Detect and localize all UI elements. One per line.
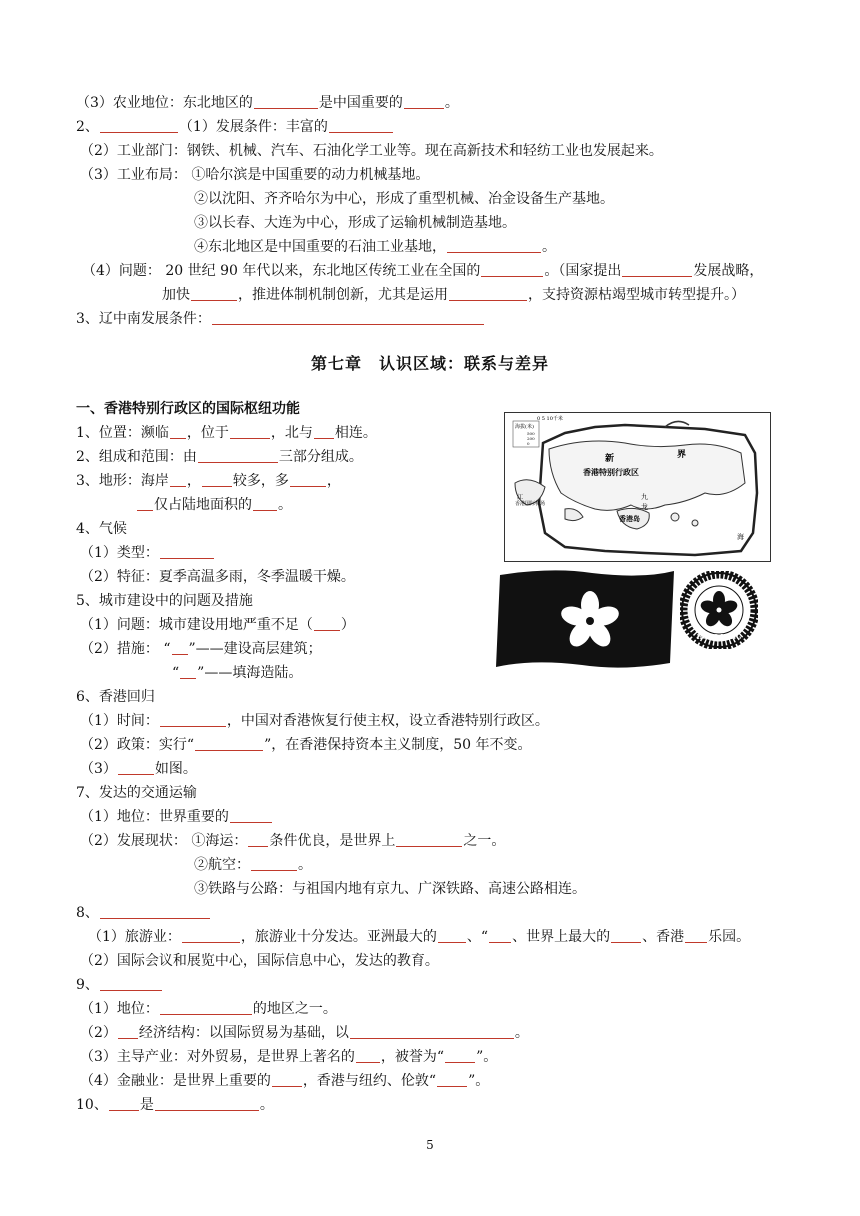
blank[interactable]	[172, 640, 188, 655]
item-5-city: 5、城市建设中的问题及措施	[76, 593, 253, 609]
map-label: 海	[737, 533, 744, 541]
emblem-text: HONG KONG	[696, 634, 742, 641]
legend-value: 0	[527, 441, 530, 446]
city-measure-2: “ ”——填海造陆。	[172, 665, 303, 681]
flag-graphic	[492, 567, 678, 671]
blank[interactable]	[272, 1072, 302, 1087]
transport-status: （1）地位：世界重要的	[80, 808, 273, 826]
blank[interactable]	[109, 1096, 139, 1111]
problem-line-2: 加快 ，推进体制机制创新，尤其是运用 ，支持资源枯竭型城市转型提升。）	[162, 287, 745, 303]
blank[interactable]	[314, 616, 340, 631]
item-3-line: 3、辽中南发展条件：	[76, 310, 485, 328]
blank[interactable]	[447, 238, 541, 253]
blank[interactable]	[254, 94, 318, 109]
blank[interactable]	[396, 832, 462, 847]
blank[interactable]	[350, 1024, 514, 1039]
layout-point-3: ③以长春、大连为中心，形成了运输机械制造基地。	[194, 215, 516, 231]
map-label: 香港岛	[619, 514, 640, 523]
industry-layout-line: （3）工业布局： ①哈尔滨是中国重要的动力机械基地。	[80, 167, 430, 183]
problem-line: （4）问题： 20 世纪 90 年代以来，东北地区传统工业在全国的 。（国家提出 发展战略，	[82, 263, 764, 279]
item-2-composition: 2、组成和范围：由 三部分组成。	[76, 449, 363, 465]
blank[interactable]	[489, 928, 511, 943]
map-label: 江	[517, 494, 524, 501]
blank[interactable]	[160, 544, 214, 559]
blank[interactable]	[155, 1096, 259, 1111]
transport-rail: ③铁路与公路：与祖国内地有京九、广深铁路、高速公路相连。	[194, 881, 586, 897]
transport-sea: （2）发展现状： ①海运： 条件优良，是世界上 之一。	[80, 833, 506, 849]
map-scale: 0 5 10千米	[537, 416, 563, 422]
blank[interactable]	[290, 472, 326, 487]
legend-value: 500	[527, 431, 535, 436]
climate-type: （1）类型：	[80, 544, 215, 562]
item-10: 10、 是 。	[76, 1097, 274, 1113]
hong-kong-map-graphic	[505, 413, 770, 561]
blank[interactable]	[198, 448, 278, 463]
blank[interactable]	[445, 1048, 475, 1063]
blank[interactable]	[481, 262, 543, 277]
blank[interactable]	[180, 664, 196, 679]
climate-feature: （2）特征：夏季高温多雨，冬季温暖干燥。	[80, 569, 355, 585]
blank[interactable]	[314, 424, 334, 439]
blank[interactable]	[118, 1024, 138, 1039]
item-2-line: 2、 （1）发展条件：丰富的	[76, 118, 394, 136]
map-label: 界	[677, 450, 687, 460]
blank[interactable]	[611, 928, 641, 943]
blank[interactable]	[160, 712, 226, 727]
economy-finance: （4）金融业：是世界上重要的 ，香港与纽约、伦敦“ ”。	[80, 1073, 490, 1089]
blank[interactable]	[404, 94, 444, 109]
hong-kong-emblem	[680, 571, 758, 649]
blank[interactable]	[100, 976, 162, 991]
city-measure-1: （2）措施： “ ”——建设高层建筑；	[80, 641, 322, 657]
economy-status: （1）地位： 的地区之一。	[80, 1001, 337, 1017]
item-1-position: 1、位置：濒临 ，位于 ，北与 相连。	[76, 425, 377, 441]
map-title: 香港特别行政区	[583, 467, 639, 477]
chapter-title: 第七章 认识区域：联系与差异	[310, 354, 549, 373]
hong-kong-flag	[492, 567, 678, 671]
legend-title: 海拔(米)	[515, 424, 534, 430]
blank[interactable]	[170, 472, 186, 487]
blank[interactable]	[438, 928, 466, 943]
industry-sectors-line: （2）工业部门：钢铁、机械、汽车、石油化学工业等。现在高新技术和轻纺工业也发展起来。	[80, 143, 663, 159]
blank[interactable]	[100, 904, 210, 919]
blank[interactable]	[685, 928, 707, 943]
blank[interactable]	[118, 760, 154, 775]
layout-point-4: ④东北地区是中国重要的石油工业基地， 。	[194, 239, 556, 255]
item-8: 8、	[76, 904, 211, 922]
return-policy: （2）政策：实行“ ”，在香港保持资本主义制度，50 年不变。	[80, 737, 532, 753]
legend-value: 200	[527, 436, 535, 441]
item-4-climate: 4、气候	[76, 521, 127, 537]
blank[interactable]	[195, 736, 263, 751]
blank[interactable]	[100, 118, 178, 133]
conference-line: （2）国际会议和展览中心，国际信息中心，发达的教育。	[80, 953, 439, 969]
item-3-terrain-2: 仅占陆地面积的 。	[136, 496, 292, 514]
page-number: 5	[426, 1138, 434, 1152]
blank[interactable]	[449, 286, 527, 301]
blank[interactable]	[202, 472, 232, 487]
blank[interactable]	[622, 262, 692, 277]
item-7-transport: 7、发达的交通运输	[76, 785, 197, 801]
emblem-graphic	[680, 571, 758, 649]
agri-position-line: （3）农业地位：东北地区的 是中国重要的 。	[76, 95, 459, 111]
blank[interactable]	[356, 1048, 380, 1063]
return-figure: （3） 如图。	[80, 761, 197, 777]
blank[interactable]	[230, 424, 270, 439]
blank[interactable]	[137, 496, 153, 511]
map-label: 新	[605, 454, 615, 464]
tourism-line: （1）旅游业： ，旅游业十分发达。亚洲最大的 、“ 、世界上最大的 、香港 乐园。	[88, 929, 751, 945]
item-9: 9、	[76, 976, 163, 994]
map-label: 香港国际机场	[515, 501, 546, 507]
blank[interactable]	[182, 928, 240, 943]
map-label: 龙	[641, 503, 648, 511]
city-problem: （1）问题：城市建设用地严重不足（ ）	[80, 617, 355, 633]
item-3-terrain: 3、地形：海岸 ， 较多，多 ，	[76, 473, 341, 489]
blank[interactable]	[248, 832, 268, 847]
section-heading: 一、香港特别行政区的国际枢纽功能	[76, 401, 300, 417]
blank[interactable]	[191, 286, 237, 301]
blank[interactable]	[437, 1072, 467, 1087]
blank[interactable]	[170, 424, 186, 439]
economy-structure: （2） 经济结构：以国际贸易为基础，以 。	[80, 1025, 529, 1041]
blank[interactable]	[253, 496, 277, 511]
blank[interactable]	[230, 808, 272, 823]
economy-trade: （3）主导产业：对外贸易，是世界上著名的 ，被誉为“ ”。	[80, 1049, 498, 1065]
blank[interactable]	[160, 1000, 252, 1015]
blank[interactable]	[329, 118, 393, 133]
return-time: （1）时间： ，中国对香港恢复行使主权，设立香港特别行政区。	[80, 713, 549, 729]
layout-point-2: ②以沈阳、齐齐哈尔为中心，形成了重型机械、冶金设备生产基地。	[194, 191, 614, 207]
blank[interactable]	[251, 856, 297, 871]
hong-kong-map	[504, 412, 771, 562]
map-label: 九	[641, 493, 648, 501]
transport-air: ②航空： 。	[194, 857, 312, 873]
item-6-return: 6、香港回归	[76, 689, 155, 705]
blank[interactable]	[212, 310, 484, 325]
